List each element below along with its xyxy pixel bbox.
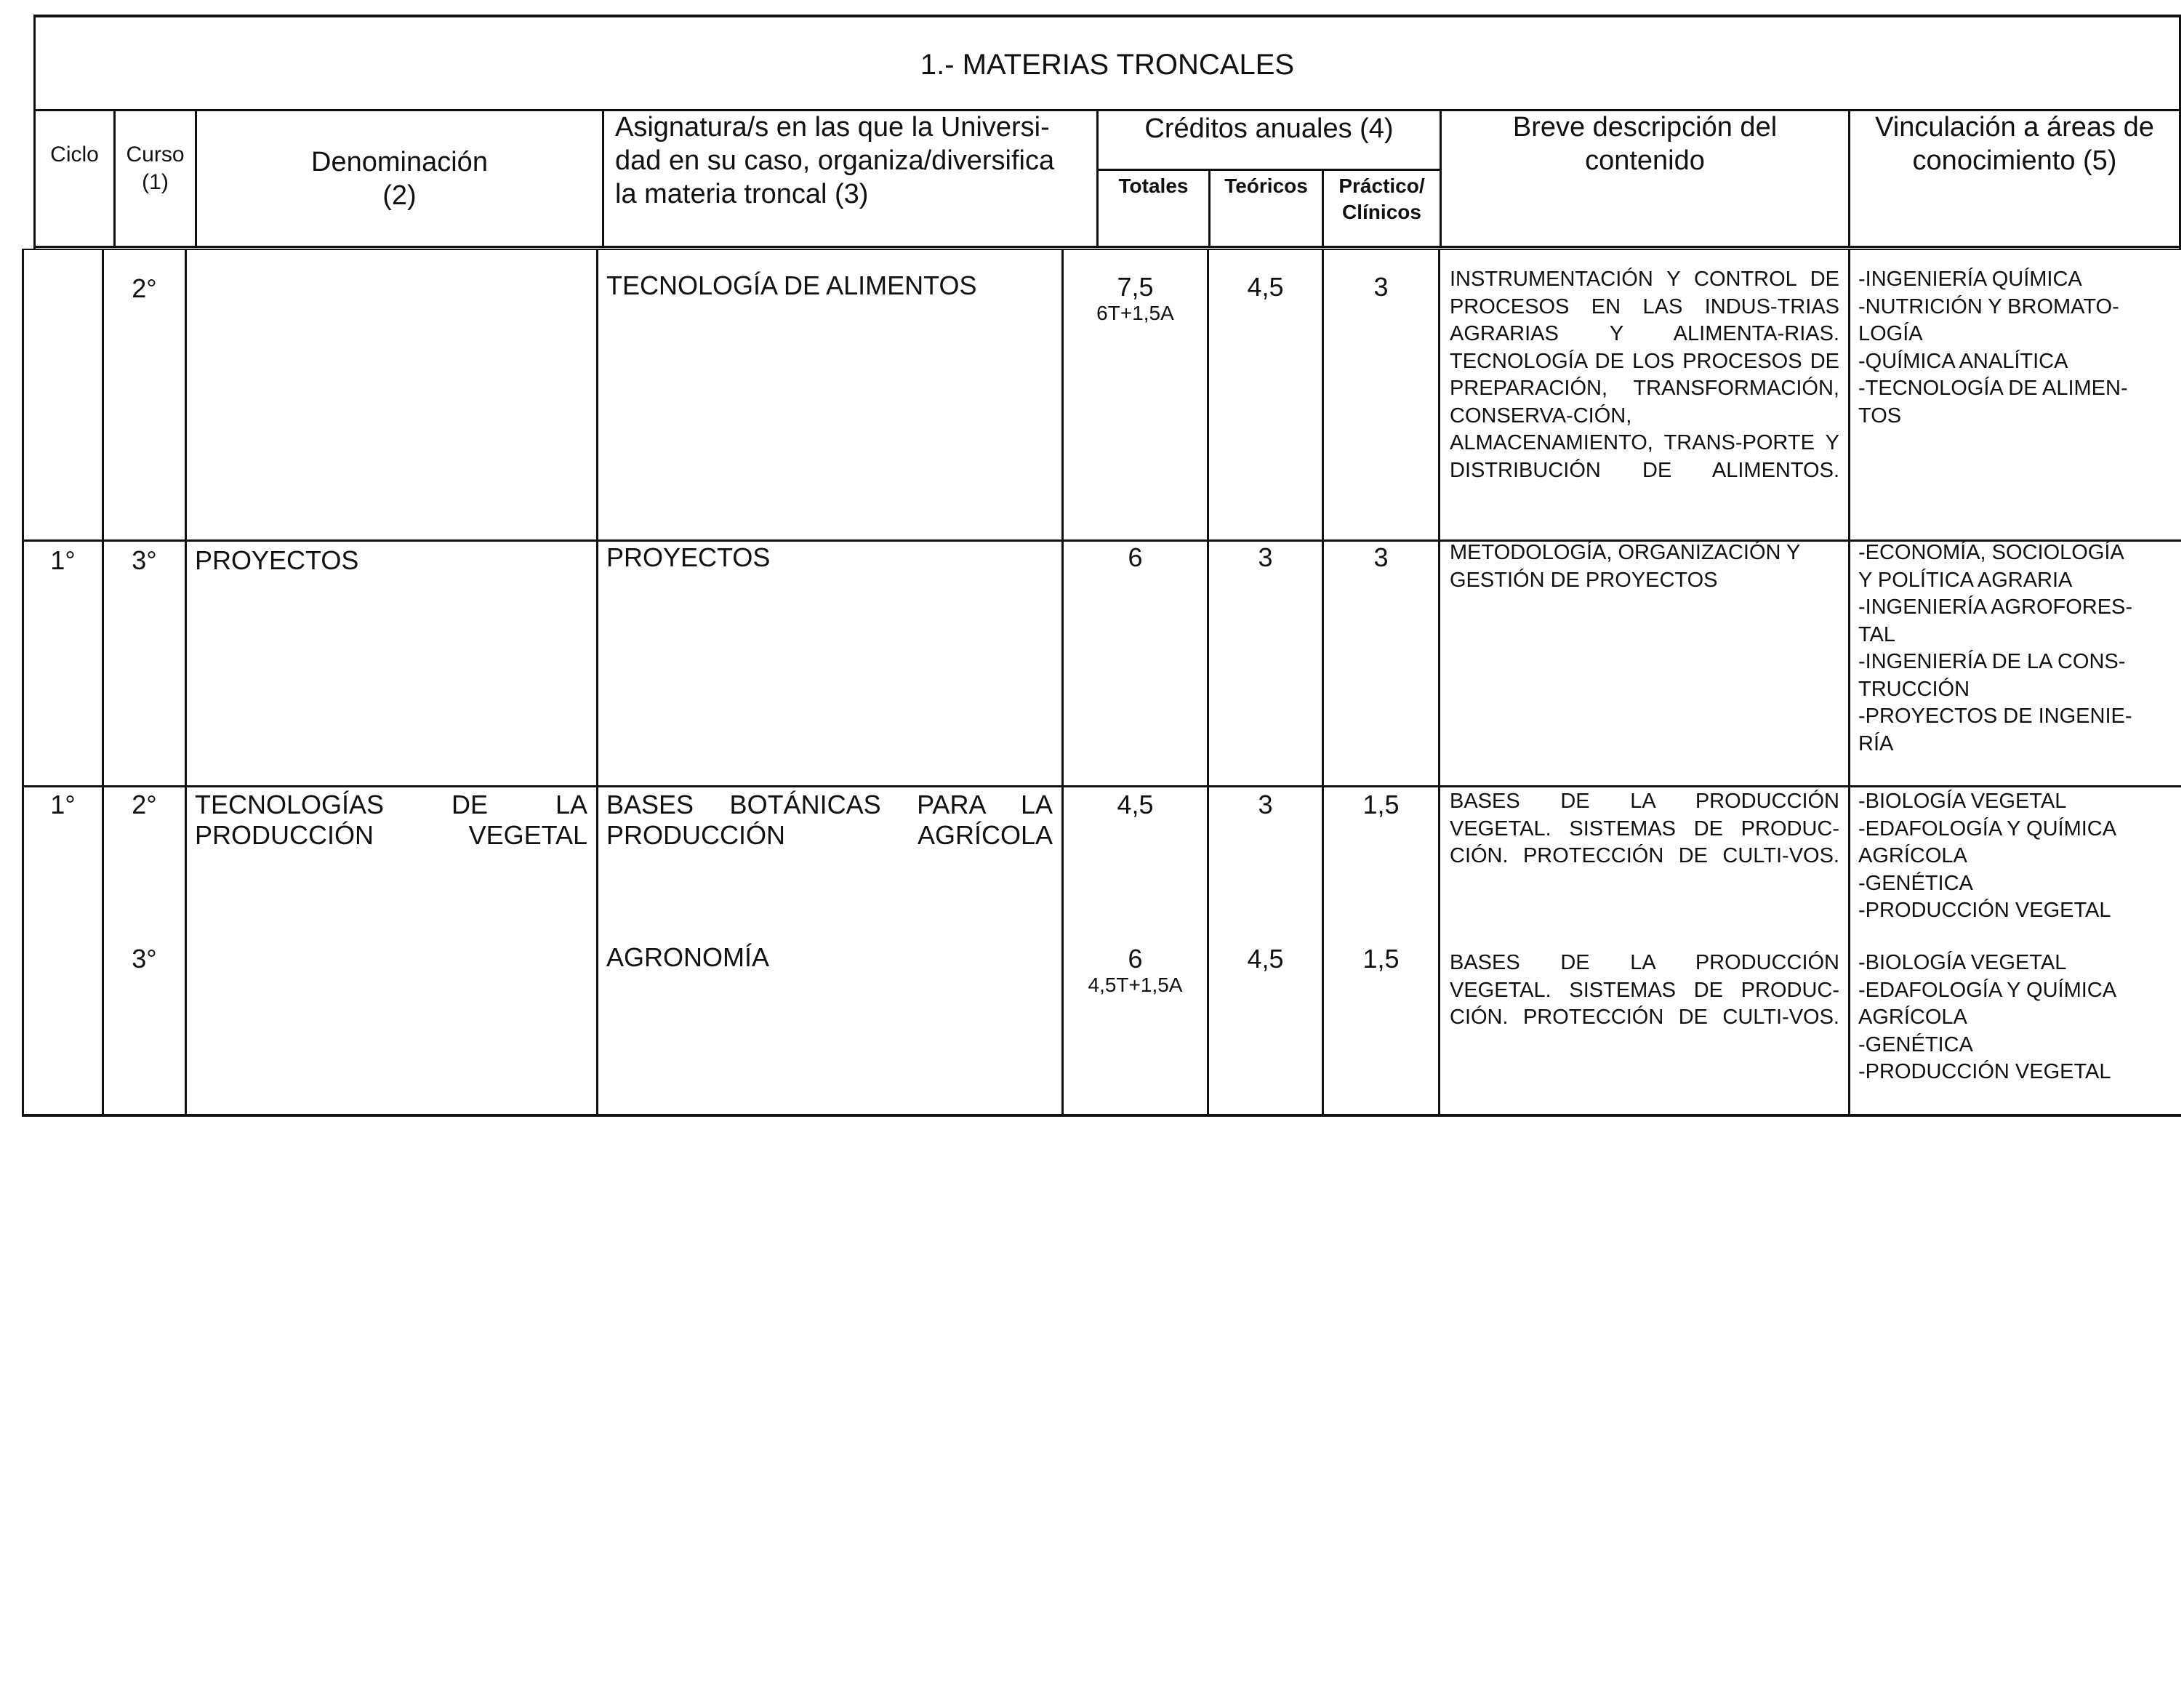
row-totales: 6 <box>1128 944 1143 974</box>
row-curso: 2° <box>132 273 157 303</box>
row-areas: -ECONOMÍA, SOCIOLOGÍA Y POLÍTICA AGRARIA -INGENIERÍA AGROFORES- TAL -INGENIERÍA DE LA CONS- TRUCCIÓN -PROYECTOS DE INGENIE- RÍA <box>1858 541 2133 755</box>
header-practicos <box>1324 173 1440 225</box>
row-ciclo: 1° <box>50 545 76 575</box>
header-asignatura-line3: la materia troncal (3) <box>615 179 869 209</box>
header-curso-line1: Curso <box>126 143 185 167</box>
row-areas: -BIOLOGÍA VEGETAL -EDAFOLOGÍA Y QUÍMICA AGRÍCOLA -GENÉTICA -PRODUCCIÓN VEGETAL <box>1858 951 2117 1083</box>
header-vinculacion <box>1850 111 2179 177</box>
header-denominacion-line2: (2) <box>382 180 417 211</box>
row-curso: 2° <box>132 790 157 819</box>
row-asignatura: AGRONOMÍA <box>606 942 770 972</box>
row-ciclo: 1° <box>50 790 76 819</box>
row-curso: 3° <box>132 545 157 575</box>
row-teoricos: 3 <box>1258 542 1273 572</box>
rule-h-denom <box>602 109 604 247</box>
header-denominacion <box>197 145 602 212</box>
header-totales: Totales <box>1118 174 1189 197</box>
row-totales: 7,5 <box>1117 272 1154 302</box>
rule-row2-top <box>22 539 2181 542</box>
header-practicos-line2: Clínicos <box>1342 201 1421 223</box>
rule-top <box>33 15 2181 17</box>
rule-row1-top <box>22 249 2181 250</box>
header-asignatura-line1: Asignatura/s en las que la Universi- <box>615 112 1050 143</box>
header-ciclo: Ciclo <box>50 143 99 167</box>
row-denominacion: PROYECTOS <box>195 545 359 575</box>
row-practicos: 3 <box>1373 542 1389 572</box>
header-descripcion <box>1442 111 1848 177</box>
row-teoricos: 3 <box>1258 790 1273 819</box>
row-denominacion: TECNOLOGÍAS DE LA PRODUCCIÓN VEGETAL <box>195 790 587 850</box>
row-asignatura: BASES BOTÁNICAS PARA LA PRODUCCIÓN AGRÍCOLA <box>606 790 1053 850</box>
header-vinculacion-line1: Vinculación a áreas de <box>1875 112 2154 143</box>
rule-b-practicos <box>1438 249 1440 1117</box>
row-descripcion: INSTRUMENTACIÓN Y CONTROL DE PROCESOS EN LAS INDUS-TRIAS AGRARIAS Y ALIMENTA-RIAS. TECNOLOGÍA DE LOS PROCESOS DE PREPARACIÓN, TRANSFORMACIÓN, CONSERVA-CIÓN, ALMACENAMIENTO, TRANS-PORTE Y DISTRIBUCIÓN DE ALIMENTOS. <box>1450 268 1839 482</box>
header-curso-line2: (1) <box>142 170 169 194</box>
rule-row3-top <box>22 785 2181 787</box>
rule-b-ciclo <box>102 249 104 1117</box>
row-asignatura: TECNOLOGÍA DE ALIMENTOS <box>606 270 977 300</box>
rule-header-bottom <box>33 246 2181 248</box>
row-practicos: 1,5 <box>1362 790 1400 819</box>
row-totales-sub: 4,5T+1,5A <box>1088 974 1183 996</box>
row-totales: 6 <box>1128 542 1143 572</box>
header-vinculacion-line2: conocimiento (5) <box>1912 145 2117 176</box>
header-asignatura-line2: dad en su caso, organiza/diversifica <box>615 145 1055 176</box>
row-totales: 4,5 <box>1117 790 1154 819</box>
rule-b-curso <box>185 249 187 1117</box>
rule-b-desc <box>1848 249 1850 1117</box>
rule-bottom <box>22 1114 2181 1117</box>
header-descripcion-line1: Breve descripción del <box>1512 112 1778 143</box>
row-teoricos: 4,5 <box>1247 272 1284 302</box>
row-practicos: 3 <box>1373 272 1389 302</box>
row-curso: 3° <box>132 944 157 974</box>
header-descripcion-line2: contenido <box>1585 145 1705 176</box>
rule-creditos-sub <box>1096 169 1440 171</box>
rule-b-teoricos <box>1322 249 1324 1117</box>
row-asignatura: PROYECTOS <box>606 542 771 572</box>
header-curso <box>116 141 195 196</box>
header-creditos: Créditos anuales (4) <box>1144 113 1394 144</box>
rule-b-totales <box>1207 249 1209 1117</box>
rule-b-left <box>22 249 24 1117</box>
row-areas: -BIOLOGÍA VEGETAL -EDAFOLOGÍA Y QUÍMICA AGRÍCOLA -GENÉTICA -PRODUCCIÓN VEGETAL <box>1858 790 2117 922</box>
header-denominacion-line1: Denominación <box>311 147 488 177</box>
row-descripcion: METODOLOGÍA, ORGANIZACIÓN Y GESTIÓN DE PROYECTOS <box>1450 541 1801 592</box>
header-asignatura <box>615 111 1092 211</box>
table-title: 1.- MATERIAS TRONCALES <box>920 49 1295 81</box>
row-areas: -INGENIERÍA QUÍMICA -NUTRICIÓN Y BROMATO- LOGÍA -QUÍMICA ANALÍTICA -TECNOLOGÍA DE ALIMEN- TOS <box>1858 268 2128 428</box>
rule-b-denom <box>596 249 598 1117</box>
row-practicos: 1,5 <box>1362 944 1400 974</box>
row-totales-sub: 6T+1,5A <box>1096 302 1174 324</box>
row-descripcion: BASES DE LA PRODUCCIÓN VEGETAL. SISTEMAS DE PRODUC-CIÓN. PROTECCIÓN DE CULTI-VOS. <box>1450 790 1839 867</box>
header-practicos-line1: Práctico/ <box>1338 174 1425 197</box>
row-descripcion: BASES DE LA PRODUCCIÓN VEGETAL. SISTEMAS DE PRODUC-CIÓN. PROTECCIÓN DE CULTI-VOS. <box>1450 951 1839 1029</box>
header-teoricos: Teóricos <box>1224 174 1308 197</box>
row-teoricos: 4,5 <box>1247 944 1284 974</box>
